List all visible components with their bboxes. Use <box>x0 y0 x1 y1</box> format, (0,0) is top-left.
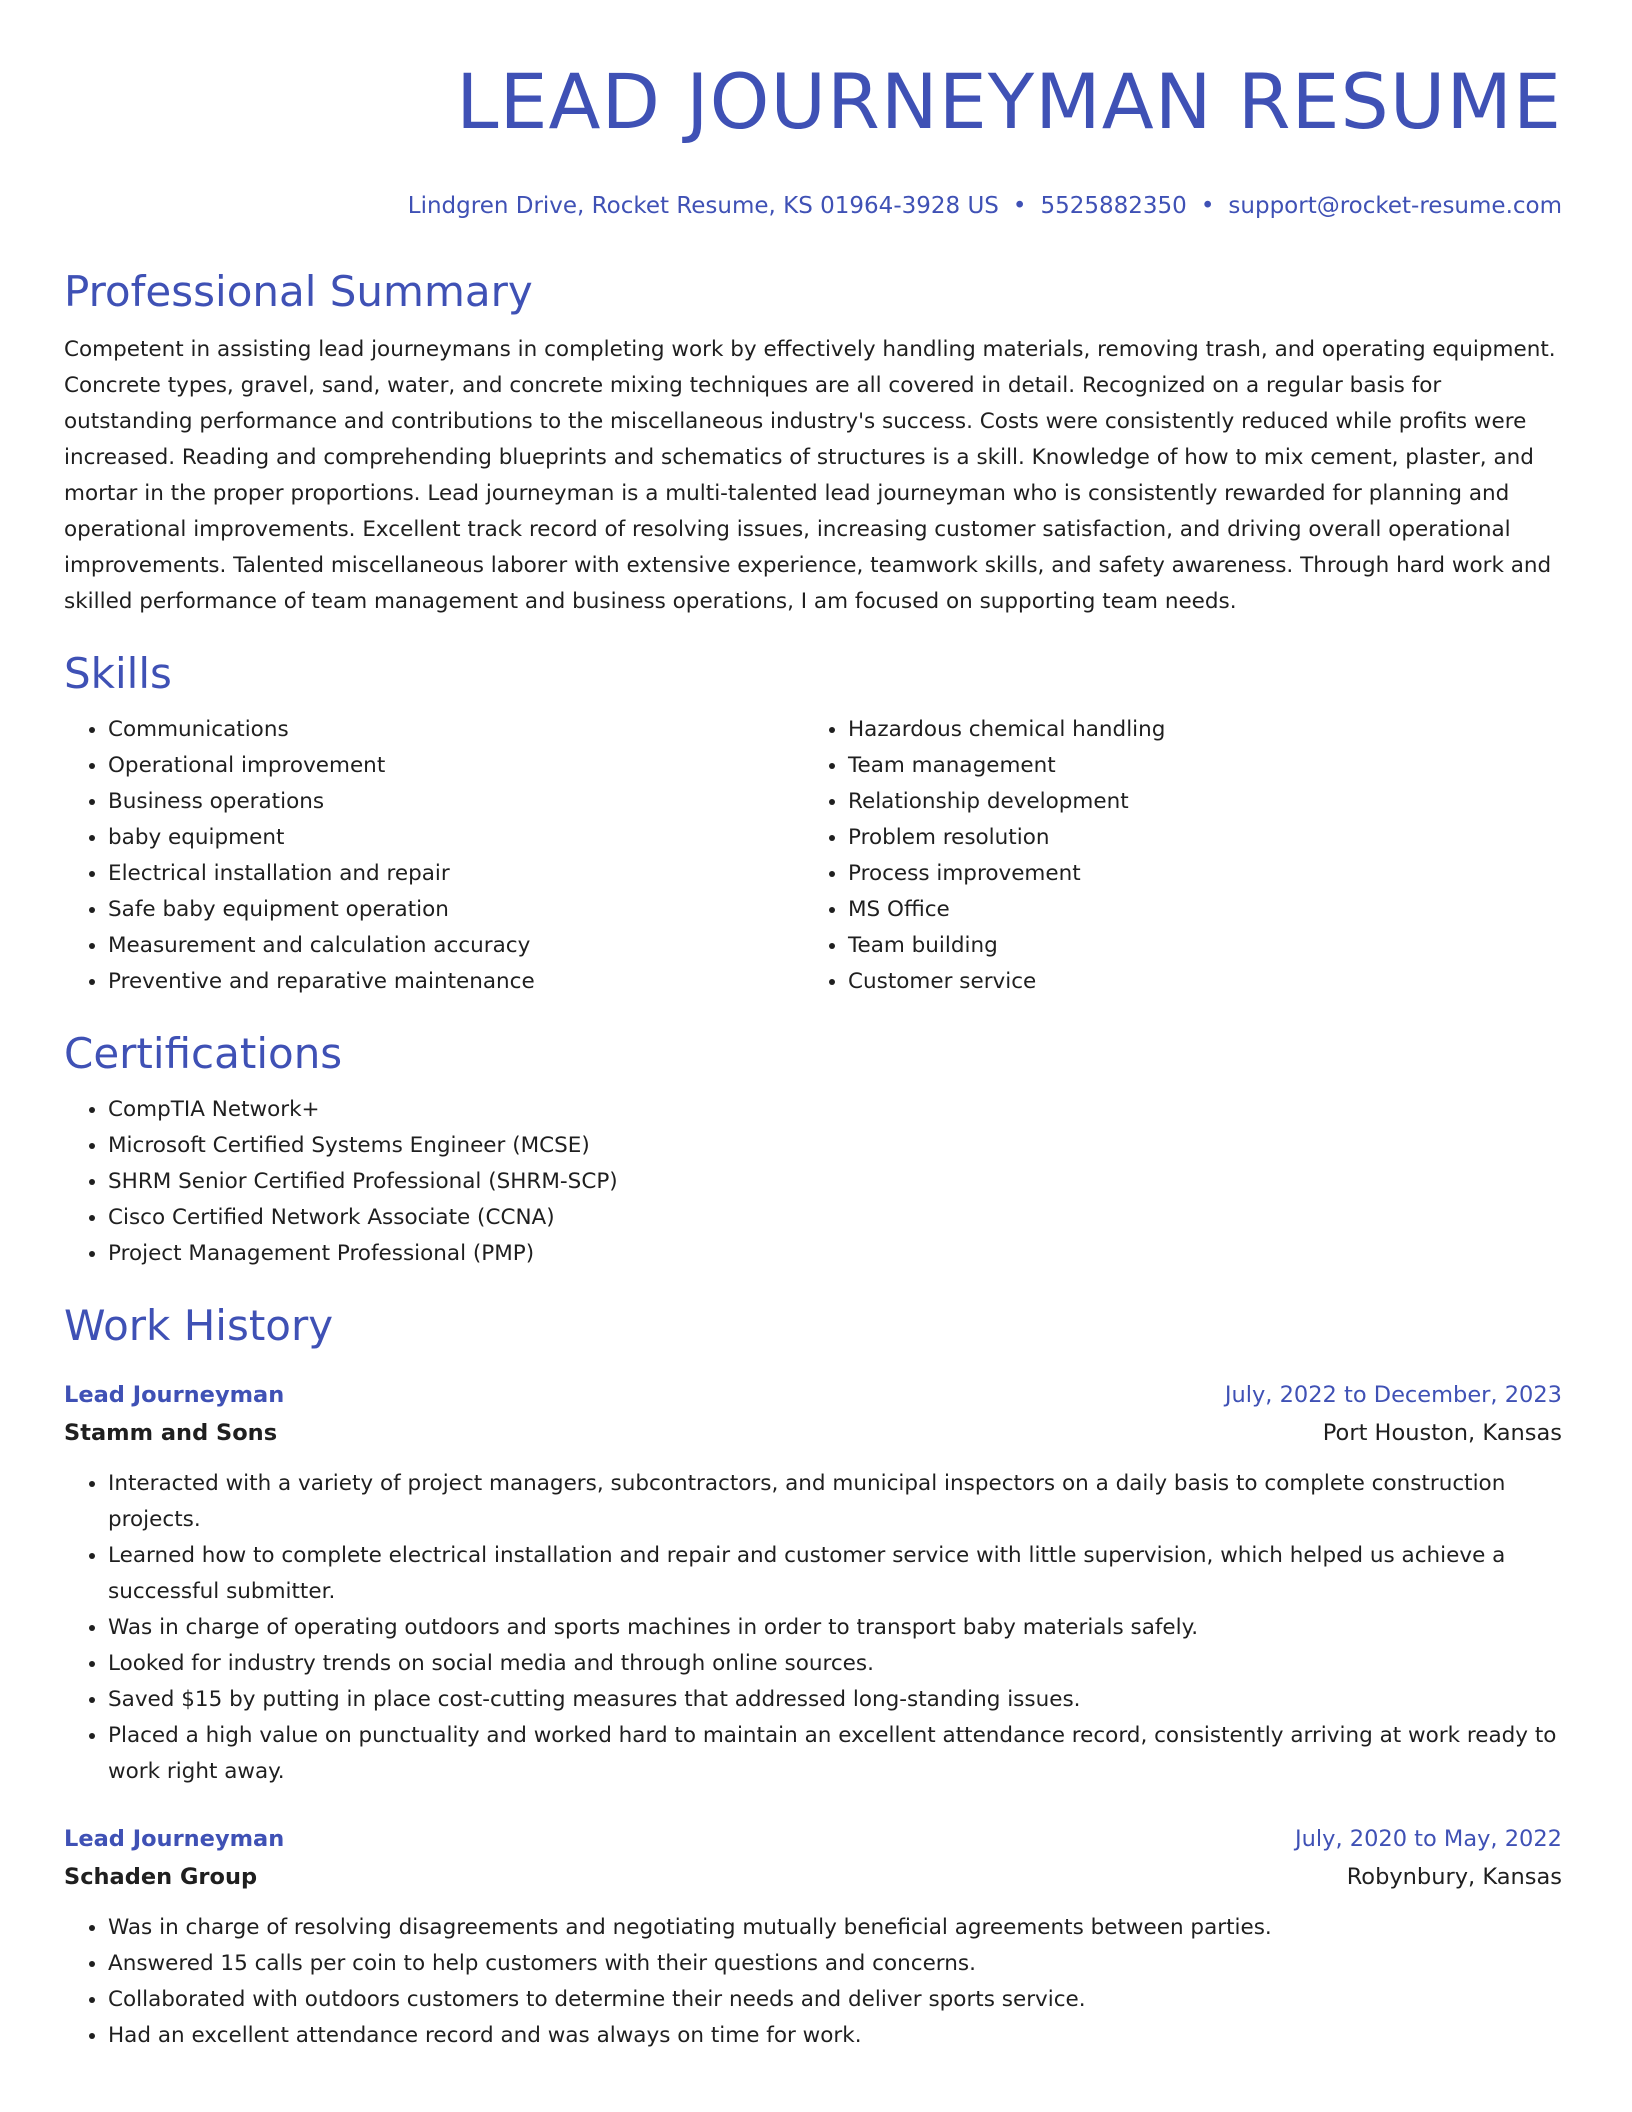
resume-title: LEAD JOURNEYMAN RESUME <box>456 57 1562 146</box>
job-duty-item: • Had an excellent attendance record and was always on time for work. <box>108 2018 1562 2054</box>
skills-list-left <box>64 712 804 1000</box>
job-duty-item: • Was in charge of resolving disagreements and negotiating mutually beneficial agreements between parties. <box>108 1910 1562 1946</box>
contact-phone: 5525882350 <box>1040 193 1187 219</box>
job-duty-item: • Was in charge of operating outdoors and sports machines in order to transport baby materials safely. <box>108 1610 1562 1646</box>
skill-item: • Business operations <box>108 784 804 820</box>
job-dates: July, 2022 to December, 2023 <box>1224 1382 1562 1408</box>
section-heading-certifications: Certifications <box>64 1029 343 1078</box>
certification-item: • Project Management Professional (PMP) <box>108 1236 1562 1272</box>
skill-item: • Electrical installation and repair <box>108 856 804 892</box>
work-history-section <box>64 1298 1562 2054</box>
job-title: Lead Journeyman <box>64 1382 285 1408</box>
skills-section <box>64 646 1562 1000</box>
skill-item: • MS Office <box>848 892 1544 928</box>
job-duty-item: • Interacted with a variety of project managers, subcontractors, and municipal inspectors on a daily basis to complete construction projects. <box>108 1466 1562 1538</box>
job-duties-list <box>64 1466 1562 1790</box>
section-heading-work-history: Work History <box>64 1301 334 1350</box>
professional-summary-section <box>64 264 1562 620</box>
job-title-row <box>64 1820 1562 1858</box>
skill-item: • Measurement and calculation accuracy <box>108 928 804 964</box>
skill-item: • Process improvement <box>848 856 1544 892</box>
job-duty-item: • Answered 15 calls per coin to help customers with their questions and concerns. <box>108 1946 1562 1982</box>
job-title-row <box>64 1376 1562 1414</box>
contact-address: Lindgren Drive, Rocket Resume, KS 01964-3928 US <box>407 193 999 219</box>
contact-separator: • <box>1012 193 1027 219</box>
skill-item: • Team building <box>848 928 1544 964</box>
skill-item: • Relationship development <box>848 784 1544 820</box>
job-duty-item: • Learned how to complete electrical installation and repair and customer service with little supervision, which helped us achieve a successful submitter. <box>108 1538 1562 1610</box>
section-heading-summary: Professional Summary <box>64 267 533 316</box>
skills-grid <box>64 702 1562 1000</box>
skill-item: • Preventive and reparative maintenance <box>108 964 804 1000</box>
certifications-list <box>64 1092 1562 1272</box>
skill-item: • Safe baby equipment operation <box>108 892 804 928</box>
skills-list-right <box>804 712 1544 1000</box>
job-duty-item: • Looked for industry trends on social media and through online sources. <box>108 1646 1562 1682</box>
job-duties-list <box>64 1910 1562 2054</box>
summary-text: Competent in assisting lead journeymans in completing work by effectively handling materials, removing trash, and operating equipment. Concrete types, gravel, sand, water, and concrete mixing techniques are all covered in detail. Recognized on a regular basis for outstanding performance and contributions to the miscellaneous industry's success. Costs were consistently reduced while profits were increased. Reading and comprehending blueprints and schematics of structures is a skill. Knowledge of how to mix cement, plaster, and mortar in the proper proportions. Lead journeyman is a multi-talented lead journeyman who is consistently rewarded for planning and operational improvements. Excellent track record of resolving issues, increasing customer satisfaction, and driving overall operational improvements. Talented miscellaneous laborer with extensive experience, teamwork skills, and safety awareness. Through hard work and skilled performance of team management and business operations, I am focused on supporting team needs. <box>64 337 1556 614</box>
certification-item: • SHRM Senior Certified Professional (SHRM-SCP) <box>108 1164 1562 1200</box>
contact-line <box>64 190 1562 222</box>
job-duty-item: • Collaborated with outdoors customers to determine their needs and deliver sports service. <box>108 1982 1562 2018</box>
certification-item: • CompTIA Network+ <box>108 1092 1562 1128</box>
skill-item: • Hazardous chemical handling <box>848 712 1544 748</box>
skill-item: • baby equipment <box>108 820 804 856</box>
skill-item: • Customer service <box>848 964 1544 1000</box>
job-company: Schaden Group <box>64 1864 258 1890</box>
resume-page <box>64 0 1562 2054</box>
job-duty-item: • Saved $15 by putting in place cost-cutting measures that addressed long-standing issues. <box>108 1682 1562 1718</box>
skill-item: • Team management <box>848 748 1544 784</box>
job-title: Lead Journeyman <box>64 1826 285 1852</box>
job-location: Robynbury, Kansas <box>1346 1864 1562 1890</box>
certifications-section <box>64 1026 1562 1272</box>
skills-column-left <box>64 702 804 1000</box>
skill-item: • Operational improvement <box>108 748 804 784</box>
job-duty-item: • Placed a high value on punctuality and worked hard to maintain an excellent attendance record, consistently arriving at work ready to work right away. <box>108 1718 1562 1790</box>
job-company-row <box>64 1858 1562 1896</box>
skill-item: • Communications <box>108 712 804 748</box>
job-company: Stamm and Sons <box>64 1420 278 1446</box>
certification-item: • Cisco Certified Network Associate (CCNA) <box>108 1200 1562 1236</box>
skill-item: • Problem resolution <box>848 820 1544 856</box>
job-company-row <box>64 1414 1562 1452</box>
certification-item: • Microsoft Certified Systems Engineer (MCSE) <box>108 1128 1562 1164</box>
skills-column-right <box>804 702 1544 1000</box>
section-heading-skills: Skills <box>64 649 172 698</box>
job-entry <box>64 1376 1562 1790</box>
contact-separator: • <box>1200 193 1215 219</box>
job-dates: July, 2020 to May, 2022 <box>1294 1826 1562 1852</box>
job-location: Port Houston, Kansas <box>1322 1420 1562 1446</box>
contact-email: support@rocket-resume.com <box>1228 193 1562 219</box>
job-entry <box>64 1820 1562 2054</box>
